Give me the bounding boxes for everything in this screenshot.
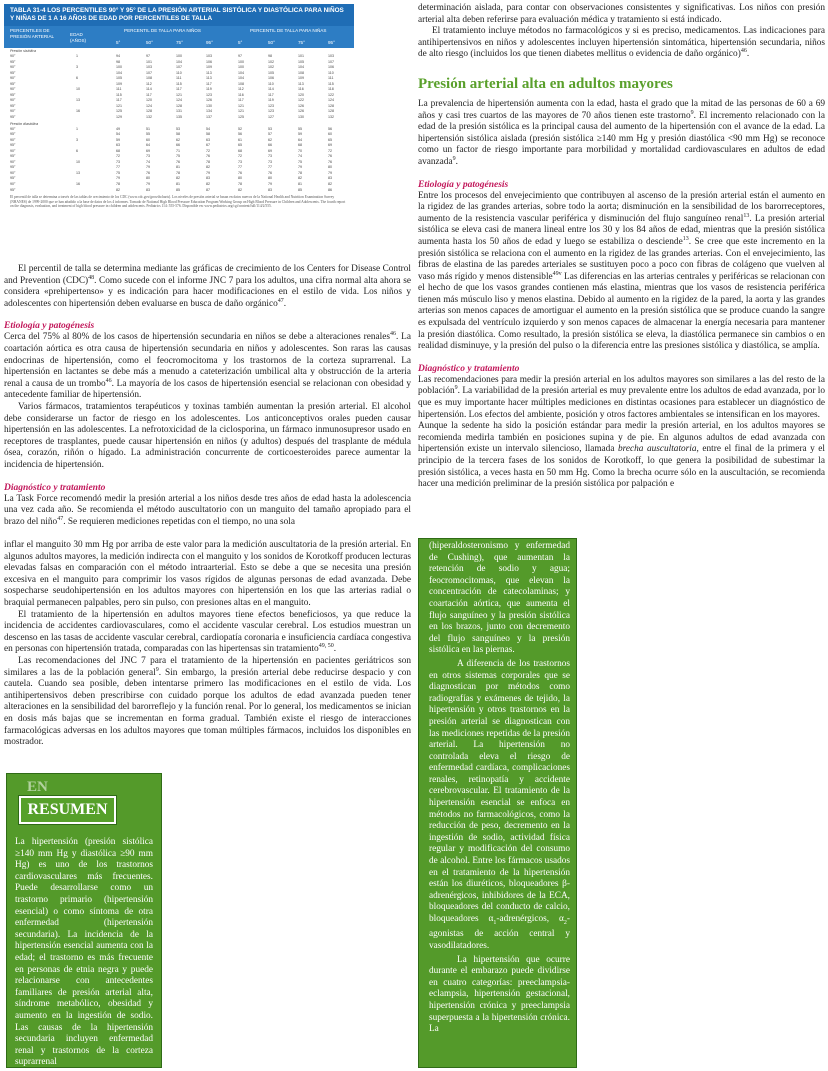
table-cell: 65 <box>238 143 242 148</box>
table-cell: 90° <box>10 148 16 153</box>
table-cell: 16 <box>76 182 80 187</box>
table-header <box>4 26 354 48</box>
table-cell: 78 <box>206 159 210 164</box>
table-cell: 74 <box>298 154 302 159</box>
table-cell: 105 <box>298 59 304 64</box>
table-cell: 130 <box>298 115 304 120</box>
summary-box <box>6 773 162 1068</box>
table-cell: 137 <box>206 115 212 120</box>
diastolic-label: Presión diastólica <box>10 121 39 126</box>
table-cell: 128 <box>146 109 152 114</box>
paragraph-diagnosis-children: La Task Force recomendó medir la presión arterial a los niños desde tres años de edad hasta la adolescencia una vez cada año. Se recomienda el método auscultatorio con un manguito del tamaño apropiado para el brazo del niño$^{47}$. Se requieren mediciones repetidas con el tiempo, no una sola <box>4 493 411 527</box>
heading-diagnosis-children: Diagnóstico y tratamiento <box>4 482 106 493</box>
table-cell: 116 <box>298 87 304 92</box>
column-2-top <box>418 3 825 491</box>
table-cell: 56 <box>328 126 332 131</box>
summary-continued-content <box>429 541 570 1036</box>
table-cell: 101 <box>298 54 304 58</box>
table-cell: 105 <box>268 70 274 75</box>
table-cell: 59 <box>116 137 120 142</box>
table-cell: 95° <box>10 115 16 120</box>
table-cell: 119 <box>268 98 274 103</box>
table-body <box>4 48 354 193</box>
table-cell: 106 <box>328 65 334 70</box>
table-cell: 77 <box>268 165 272 170</box>
table-cell: 130 <box>206 103 212 108</box>
table-cell: 126 <box>206 98 212 103</box>
table-cell: 121 <box>238 103 244 108</box>
table-cell: 104 <box>238 70 244 75</box>
table-cell: 49 <box>116 126 120 131</box>
table-cell: 103 <box>206 54 212 58</box>
table-cell: 69 <box>328 143 332 148</box>
paragraph-height-percentile: El percentil de talla se determina mediante las gráficas de crecimiento de los Centers for Disease Control and Prevention (CDC)$^{48}$. Como sucede con el informe JNC 7 para los adultos, una cifra normal alta ahora se considera «prehipertenso» y es indicación para hacer modificaciones en el estilo de vida. Los niños y adolescentes con hipertensión deben evaluarse en busca de daño orgánico$^{47}$. <box>4 264 411 309</box>
table-cell: 82 <box>206 182 210 187</box>
table-cell: 112 <box>146 81 152 86</box>
table-cell: 118 <box>328 87 334 92</box>
table-cell: 65 <box>328 137 332 142</box>
table-cell: 95° <box>10 187 16 192</box>
paragraph-children-referral: determinación aislada, para contar con observaciones consistentes y significativas. Los niños con presión arterial alta deben referirse para evaluación médica y tratamiento si está indicado. <box>418 3 825 25</box>
table-cell: 62 <box>176 137 180 142</box>
table-cell: 80 <box>328 165 332 170</box>
table-cell: 1 <box>76 54 78 58</box>
table-cell: 95° <box>10 143 16 148</box>
table-cell: 79 <box>206 170 210 175</box>
table-cell: 82 <box>328 182 332 187</box>
table-cell: 95° <box>10 81 16 86</box>
table-cell: 90° <box>10 54 16 58</box>
table-cell: 3 <box>76 137 78 142</box>
table-cell: 104 <box>238 76 244 81</box>
col-age-header: EDAD (AÑOS) <box>70 32 87 43</box>
table-cell: 64 <box>298 137 302 142</box>
heading-etiology-older: Etiología y patogénesis <box>418 179 509 190</box>
paragraph-prevalence: La prevalencia de hipertensión aumenta con la edad, hasta el grado que la mitad de las personas de 60 a 69 años y casi tres cuartos de las mayores de 70 años tienen este trastorno$^9$. El incremento relacionado con la edad de la presión sistólica es la principal causa del aumento de la hipertensión con el avance de la edad. La hipertensión sistólica aislada (presión sistólica ≥140 mm Hg y presión diastólica <90 mm Hg) se reconoce como un factor de riesgo importante para morbilidad y mortalidad cardiovasculares en adultos de edad avanzada$^9$. <box>418 98 825 167</box>
table-cell: 72 <box>116 154 120 159</box>
table-cell: 110 <box>176 70 182 75</box>
table-cell: 55 <box>146 132 150 137</box>
table-cell: 77 <box>238 165 242 170</box>
table-cell: 86 <box>328 187 332 192</box>
table-cell: 76 <box>328 154 332 159</box>
table-cell: 72 <box>328 148 332 153</box>
table-cell: 82 <box>298 176 302 181</box>
paragraph-etiology-children: Cerca del 75% al 80% de los casos de hipertensión secundaria en niños se debe a alteraciones renales$^{46}$. La coartación aórtica es otra causa de hipertensión secundaria en niños y adolescentes. Son raras las causas endocrinas de hipertensión, como el feocromocitoma y los trastornos de la corteza suprarrenal. La hipertensión en lactantes se debe más a menudo a cateterización umbilical alta y obstrucción de la arteria renal a causa de un trombo$^{46}$. La mayoría de los casos de hipertensión esencial se relacionan con obesidad y antecedente familiar de hipertensión. <box>4 331 411 401</box>
table-cell: 124 <box>176 98 182 103</box>
table-cell: 81 <box>176 182 180 187</box>
table-cell: 113 <box>298 81 304 86</box>
table-cell: 94 <box>116 54 120 58</box>
table-cell: 61 <box>238 137 242 142</box>
table-cell: 128 <box>328 103 334 108</box>
table-cell: 125 <box>116 109 122 114</box>
table-cell: 75 <box>176 154 180 159</box>
table-cell: 53 <box>176 126 180 131</box>
table-cell: 69 <box>146 148 150 153</box>
table-cell: 6 <box>76 76 78 81</box>
table-cell: 90° <box>10 126 16 131</box>
table-cell: 124 <box>328 98 334 103</box>
heading-diagnosis-older: Diagnóstico y tratamiento <box>418 363 520 374</box>
table-cell: 107 <box>176 65 182 70</box>
table-cell: 121 <box>176 92 182 97</box>
table-cell: 72 <box>206 148 210 153</box>
table-cell: 81 <box>298 182 302 187</box>
girls-p95: 95° <box>328 40 335 45</box>
table-cell: 55 <box>298 126 302 131</box>
summary-continued-p1: (hiperaldosteronismo y enfermedad de Cushing), que aumentan la retención de sodio y agua; feocromocitomas, que elevan la concentración de catecolaminas; y coartación aórtica, que aumenta el flujo sanguíneo y la presión sistólica en los brazos, junto con decremento del flujo sanguíneo y la presión sistólica en las piernas. <box>429 541 570 656</box>
table-cell: 3 <box>76 65 78 70</box>
table-cell: 71 <box>176 148 180 153</box>
table-cell: 98 <box>116 59 120 64</box>
table-cell: 58 <box>206 132 210 137</box>
girls-p5: 5° <box>238 40 243 45</box>
table-cell: 83 <box>146 187 150 192</box>
table-cell: 105 <box>116 76 122 81</box>
table-cell: 57 <box>268 132 272 137</box>
table-cell: 121 <box>116 103 122 108</box>
table-cell: 90° <box>10 98 16 103</box>
table-cell: 132 <box>328 115 334 120</box>
girls-p75: 75° <box>298 40 305 45</box>
table-cell: 109 <box>298 76 304 81</box>
table-cell: 87 <box>206 187 210 192</box>
table-cell: 76 <box>238 170 242 175</box>
table-cell: 115 <box>116 92 122 97</box>
table-cell: 13 <box>76 98 80 103</box>
summary-ghost-text: EN <box>27 779 48 795</box>
table-cell: 108 <box>298 70 304 75</box>
table-cell: 90° <box>10 109 16 114</box>
table-cell: 103 <box>146 65 152 70</box>
table-cell: 120 <box>146 98 152 103</box>
table-cell: 68 <box>116 148 120 153</box>
table-cell: 126 <box>298 103 304 108</box>
table-cell: 95° <box>10 176 16 181</box>
col-group-boys: PERCENTIL DE TALLA PARA NIÑOS <box>124 28 201 33</box>
table-cell: 76 <box>176 159 180 164</box>
table-cell: 73 <box>238 159 242 164</box>
table-cell: 134 <box>206 109 212 114</box>
table-cell: 135 <box>176 115 182 120</box>
table-cell: 127 <box>268 115 274 120</box>
table-cell: 108 <box>238 81 244 86</box>
table-cell: 110 <box>328 70 334 75</box>
table-cell: 59 <box>298 132 302 137</box>
table-cell: 72 <box>238 154 242 159</box>
table-cell: 83 <box>328 176 332 181</box>
table-cell: 56 <box>238 132 242 137</box>
table-cell: 79 <box>298 165 302 170</box>
table-cell: 76 <box>268 170 272 175</box>
heading-etiology-children: Etiología y patogénesis <box>4 321 95 332</box>
table-cell: 75 <box>116 170 120 175</box>
table-cell: 107 <box>328 59 334 64</box>
table-cell: 10 <box>76 87 80 92</box>
table-cell: 77 <box>116 165 120 170</box>
table-cell: 128 <box>328 109 334 114</box>
table-cell: 97 <box>238 54 242 58</box>
table-cell: 90° <box>10 159 16 164</box>
table-cell: 95° <box>10 103 16 108</box>
table-cell: 117 <box>206 81 212 86</box>
table-cell: 73 <box>146 154 150 159</box>
blood-pressure-percentile-table <box>4 4 354 258</box>
table-cell: 70 <box>298 148 302 153</box>
table-cell: 119 <box>206 87 212 92</box>
table-cell: 85 <box>176 187 180 192</box>
table-cell: 58 <box>176 132 180 137</box>
table-cell: 90° <box>10 76 16 81</box>
table-cell: 76 <box>328 159 332 164</box>
table-cell: 114 <box>268 87 274 92</box>
column-1-top <box>4 264 411 528</box>
table-cell: 60 <box>328 132 332 137</box>
systolic-rows <box>4 54 354 121</box>
table-cell: 123 <box>268 109 274 114</box>
table-cell: 1 <box>76 126 78 131</box>
table-cell: 132 <box>146 115 152 120</box>
table-cell: 16 <box>76 109 80 114</box>
table-cell: 102 <box>268 59 274 64</box>
table-cell: 98 <box>268 54 272 58</box>
table-cell: 90° <box>10 182 16 187</box>
table-cell: 123 <box>206 92 212 97</box>
systolic-label: Presión sistólica <box>10 49 36 53</box>
table-cell: 82 <box>116 187 120 192</box>
table-cell: 95° <box>10 59 16 64</box>
table-cell: 10 <box>76 159 80 164</box>
table-cell: 120 <box>298 92 304 97</box>
column-1-bottom <box>4 540 411 749</box>
table-cell: 95° <box>10 165 16 170</box>
table-cell: 79 <box>268 182 272 187</box>
table-cell: 90° <box>10 87 16 92</box>
table-cell: 79 <box>146 182 150 187</box>
diastolic-rows <box>4 127 354 194</box>
table-cell: 100 <box>176 54 182 58</box>
table-cell: 78 <box>176 170 180 175</box>
table-cell: 80 <box>146 176 150 181</box>
table-cell: 104 <box>298 65 304 70</box>
col-percentiles-header: PERCENTILES DE PRESIÓN ARTERIAL <box>10 28 55 39</box>
table-cell: 78 <box>298 170 302 175</box>
table-cell: 114 <box>146 87 152 92</box>
table-cell: 79 <box>116 176 120 181</box>
table-cell: 81 <box>176 165 180 170</box>
table-cell: 63 <box>116 143 120 148</box>
table-cell: 100 <box>238 59 244 64</box>
table-cell: 67 <box>206 143 210 148</box>
table-cell: 66 <box>268 143 272 148</box>
table-cell: 122 <box>298 98 304 103</box>
boys-p95: 95° <box>206 40 213 45</box>
table-cell: 85 <box>298 187 302 192</box>
table-cell: 111 <box>176 76 182 81</box>
table-cell: 115 <box>176 81 182 86</box>
table-cell: 79 <box>328 170 332 175</box>
table-cell: 95° <box>10 132 16 137</box>
table-cell: 95° <box>10 70 16 75</box>
table-cell: 64 <box>146 143 150 148</box>
table-cell: 102 <box>268 65 274 70</box>
table-cell: 123 <box>268 103 274 108</box>
table-cell: 106 <box>206 59 212 64</box>
table-cell: 117 <box>268 92 274 97</box>
table-cell: 78 <box>238 182 242 187</box>
table-cell: 6 <box>76 148 78 153</box>
table-cell: 131 <box>176 109 182 114</box>
table-cell: 54 <box>116 132 120 137</box>
table-cell: 126 <box>298 109 304 114</box>
table-row <box>4 188 354 194</box>
table-cell: 124 <box>146 103 152 108</box>
table-cell: 90° <box>10 65 16 70</box>
table-cell: 115 <box>328 81 334 86</box>
table-cell: 82 <box>238 187 242 192</box>
table-cell: 116 <box>238 92 244 97</box>
table-cell: 100 <box>238 65 244 70</box>
paragraph-drugs: Varios fármacos, tratamientos terapéuticos y toxinas también aumentan la presión arterial. El alcohol debe considerarse un factor de riesgo en los adolescentes. Los anticonceptivos orales pueden causar hipertensión en las adolescentes. La nefrotoxicidad de la ciclosporina, un fármaco inmunosupresor usado en receptores de trasplantes, puede causar hipertensión en niños (y adultos) después del trasplante de médula ósea, corazón, riñón o hígado. La administración concurrente de corticoesteroides parece aumentar la incidencia de hipertensión. <box>4 401 411 470</box>
table-cell: 79 <box>146 165 150 170</box>
table-cell: 117 <box>176 87 182 92</box>
table-cell: 80 <box>238 176 242 181</box>
table-cell: 101 <box>146 59 152 64</box>
table-cell: 75 <box>298 159 302 164</box>
table-cell: 62 <box>268 137 272 142</box>
paragraph-diagnosis-older: Las recomendaciones para medir la presión arterial en los adultos mayores son similares a las del resto de la población$^9$. La variabilidad de la presión arterial es muy prevalente entre los adultos de edad avanzada, por lo que es muy importante hacer múltiples mediciones en distintas ocasiones para establecer un diagnóstico de hipertensión. Los efectos del ambiente, posición y otros factores ambientales se intensifican en los mayores. <box>418 374 826 420</box>
table-cell: 54 <box>206 126 210 131</box>
table-cell: 51 <box>146 126 150 131</box>
boys-p75: 75° <box>176 40 183 45</box>
table-cell: 76 <box>146 170 150 175</box>
table-cell: 104 <box>176 59 182 64</box>
table-cell: 108 <box>146 76 152 81</box>
boys-p50: 50° <box>146 40 153 45</box>
table-cell: 122 <box>328 92 334 97</box>
girls-p50: 50° <box>268 40 275 45</box>
table-cell: 100 <box>116 65 122 70</box>
table-cell: 90° <box>10 137 16 142</box>
table-cell: 63 <box>206 137 210 142</box>
table-cell: 73 <box>268 154 272 159</box>
table-cell: 112 <box>238 87 244 92</box>
table-cell: 107 <box>146 70 152 75</box>
table-cell: 117 <box>146 92 152 97</box>
paragraph-jnc7: Las recomendaciones del JNC 7 para el tratamiento de la hipertensión en pacientes geriátricos son similares a las de la población general$^9$. Sin embargo, la presión arterial debe reducirse despacio y con cautela. Cuando sea posible, deben intentarse primero las modificaciones en el estilo de vida. Los antihipertensivos deben prescribirse con cuidado porque los adultos de edad avanzada pueden tener alteraciones en la sensibilidad del barorreflejo y la función renal. Por lo general, los medicamentos se inician en dosis más bajas que se incrementan en forma gradual. También existe el riesgo de interacciones farmacológicas adversas en los adultos mayores que toman múltiples fármacos, incluidos los disponibles en mostrador. <box>4 655 412 748</box>
paragraph-etiology-older: Entre los procesos del envejecimiento que contribuyen al ascenso de la presión arterial están el aumento en la rigidez de las grandes arterias, sobre todo la aorta; disminución en la sensibilidad de los barorreceptores, aumento de la resistencia vascular periférica y disminución del flujo sanguíneo renal$^{13}$. La presión arterial sistólica se eleva casi de manera lineal entre los 30 y los 84 años de edad, mientras que la presión sistólica aumenta hasta los 50 años de edad y luego se estabiliza o desciende$^{13}$. Se cree que este incremento en la presión sistólica se relaciona con el aumento en la rigidez de las grandes arterias. Con el envejecimiento, las fibras de elastina de las paredes arteriales se sustituyen poco a poco con fibras de colágeno que vuelven al vaso más rígido y menos distensible$^{49v}$ Las diferencias en las arterias centrales y periféricas se relacionan con el hecho de que los vasos grandes contienen más elastina, mientras que los vasos de resistencia periférica tienen más músculo liso y menos elastina. Debido al aumento en la rigidez de la pared, la aorta y las grandes arterias son menos capaces de amortiguar el aumento en la presión sistólica que se produce cuando la sangre es expulsada del ventrículo izquierdo y son menos capaces de almacenar la energía necesaria para mantener la presión diastólica. Como resultado, la presión sistólica se eleva, la diastólica permanece sin cambios o en realidad disminuye, y la presión del pulso o la diferencia entre las presiones sistólica y diastólica, se amplía. <box>418 190 826 352</box>
table-cell: 117 <box>116 98 122 103</box>
table-cell: 78 <box>116 182 120 187</box>
table-cell: 121 <box>238 109 244 114</box>
table-cell: 110 <box>268 81 274 86</box>
table-cell: 66 <box>176 143 180 148</box>
table-cell: 104 <box>116 70 122 75</box>
table-cell: 109 <box>116 81 122 86</box>
table-cell: 128 <box>176 103 182 108</box>
heading-older-adults: Presión arterial alta en adultos mayores <box>418 75 673 92</box>
table-cell: 73 <box>116 159 120 164</box>
summary-box-continued <box>418 538 577 1068</box>
table-cell: 129 <box>116 115 122 120</box>
paragraph-children-treatment: El tratamiento incluye métodos no farmacológicos y si es preciso, medicamentos. Las indicaciones para antihipertensivos en niños y adolescentes incluyen hipertensión sintomática, hipertensión secundaria, niños de alto riesgo (incluidos los que tienen diabetes mellitus o evidencia de daño orgánico)$^{46}$. <box>418 26 825 60</box>
summary-text: La hipertensión (presión sistólica ≥140 mm Hg y diastólica ≥90 mm Hg) es uno de los trastornos cardiovasculares más frecuentes. Puede desarrollarse como un trastorno primario (hipertensión esencial) o como síntoma de otra enfermedad (hipertensión secundaria). La incidencia de la hipertensión esencial aumenta con la edad; el trastorno es más frecuente en personas de etnia negra y puede relacionarse con antecedentes familiares de presión arterial alta, síndrome metabólico, obesidad y aumento en la ingestión de sodio. Las causas de la hipertensión secundaria incluyen enfermedad renal y trastornos de la corteza suprarrenal <box>15 837 153 1068</box>
table-cell: 106 <box>268 76 274 81</box>
table-cell: 109 <box>206 65 212 70</box>
table-cell: 68 <box>238 148 242 153</box>
summary-badge: RESUMEN <box>19 796 116 824</box>
table-cell: 113 <box>206 76 212 81</box>
table-cell: 80 <box>268 176 272 181</box>
boys-p5: 5° <box>116 40 121 45</box>
table-cell: 95° <box>10 154 16 159</box>
table-cell: 95° <box>10 92 16 97</box>
summary-continued-p3: La hipertensión que ocurre durante el embarazo puede dividirse en cuatro categorías: preeclampsia-eclampsia, hipertensión gestacional, hipertensión crónica y preeclampsia superpuesta a la hipertensión crónica. La <box>429 954 570 1035</box>
table-notes: El percentil de talla se determina a través de las tablas de crecimiento de los CDC (www.cdc.gov/growthcharts). Los niveles de presión arterial se basan en datos nuevos de la National Health and Nutrition Examination Survey (NHANES) de 1999-2000 que se han añadido a la base de datos de los 4 informes. Tomado de National High Blood Pressure Education Program Working Group on High Blood Pressure in Children and Adolescents. The fourth report on the diagnosis, evaluation, and treatment of high blood pressure in children and adolescents. Pediatrics 114: 555-576. Disponible en: www.pediatrics.org/cgi/content/full/114/2/555. <box>10 195 346 208</box>
table-cell: 82 <box>206 165 210 170</box>
table-cell: 113 <box>206 70 212 75</box>
table-cell: 73 <box>268 159 272 164</box>
paragraph-auscultatory-gap: Aunque la sedente ha sido la posición estándar para medir la presión arterial, en los adultos mayores se recomienda medirla también en posiciones supina y de pie. En algunos adultos de edad avanzada con hipertensión existe un intervalo silencioso, llamada brecha auscultatoria, entre el final de la primera y el principio de la tercera fases de los sonidos de Korotkoff, lo que genera la posibilidad de subestimar la presión sistólica, a veces hasta en 50 mm Hg. Como la brecha ocurre sólo en la auscultación, se recomienda hacer una medición preliminar de la presión sistólica por palpación e <box>418 421 825 490</box>
table-cell: 83 <box>206 176 210 181</box>
paragraph-older-treatment: El tratamiento de la hipertensión en adultos mayores tiene efectos beneficiosos, ya que reduce la incidencia de accidentes cardiovasculares, como el accidente vascular cerebral. Los estudios muestran un descenso en las tasas de accidente vascular cerebral, cardiopatía coronaria e insuficiencia cardíaca congestiva en personas con hipertensión tratada, comparadas con las hipertensas sin tratamiento$^{49, 50}$. <box>4 609 411 655</box>
table-cell: 111 <box>116 87 122 92</box>
table-cell: 74 <box>146 159 150 164</box>
table-row <box>4 115 354 121</box>
table-cell: 76 <box>206 154 210 159</box>
paragraph-cuff-inflation: inflar el manguito 30 mm Hg por arriba de este valor para la medición auscultatoria de la presión arterial. En algunos adultos mayores, la medición indirecta con el manguito y los sonidos de Korotkoff producen lecturas elevadas falsas en comparación con el método intraarterial. Esto se debe a que se necesita una presión excesiva en el manguito para comprimir los vasos rígidos de algunas personas de edad avanzada. Debe sospecharse seudohipertensión en los adultos mayores con hipertensión en los que las arterias radial o braquial permanecen palpables, pero sin pulso, con presiones altas en el manguito. <box>4 540 411 608</box>
table-cell: 111 <box>328 76 334 81</box>
table-cell: 103 <box>328 54 334 58</box>
table-cell: 52 <box>238 126 242 131</box>
table-cell: 13 <box>76 170 80 175</box>
summary-continued-p2: A diferencia de los trastornos en otros sistemas corporales que se diagnostican por métodos como radiografías y exámenes de tejido, la hipertensión y otros trastornos en la presión arterial se diagnostican con las mediciones repetidas de la presión arterial. La hipertensión no controlada eleva el riesgo de enfermedad cardíaca, complicaciones renales, retinopatía y accidente cerebrovascular. El tratamiento de la hipertensión esencial se enfoca en métodos no farmacológicos, como la reducción de peso, decremento en la ingestión de sodio, actividad física regular y modificación del consumo de alcohol. Entre los fármacos usados en el tratamiento de la hipertensión están los diuréticos, bloqueadores β-adrenérgicos, inhibidores de la ECA, bloqueadores del conducto de calcio, bloqueadores $\alpha_1$-adrenérgicos, $\alpha_2$-agonistas de acción central y vasodilatadores. <box>429 658 570 952</box>
table-cell: 82 <box>176 176 180 181</box>
table-title: TABLA 31-4 LOS PERCENTILES 90° Y 95° DE LA PRESIÓN ARTERIAL SISTÓLICA Y DIASTÓLICA PARA NIÑOS Y NIÑAS DE 1 A 16 AÑOS DE EDAD POR PERCENTILES DE TALLA <box>4 4 354 26</box>
table-cell: 90° <box>10 170 16 175</box>
table-cell: 68 <box>298 143 302 148</box>
table-cell: 60 <box>146 137 150 142</box>
table-cell: 117 <box>238 98 244 103</box>
table-cell: 53 <box>268 126 272 131</box>
table-cell: 83 <box>268 187 272 192</box>
table-cell: 125 <box>238 115 244 120</box>
table-cell: 97 <box>146 54 150 58</box>
table-cell: 69 <box>268 148 272 153</box>
col-group-girls: PERCENTIL DE TALLA PARA NIÑAS <box>250 28 327 33</box>
